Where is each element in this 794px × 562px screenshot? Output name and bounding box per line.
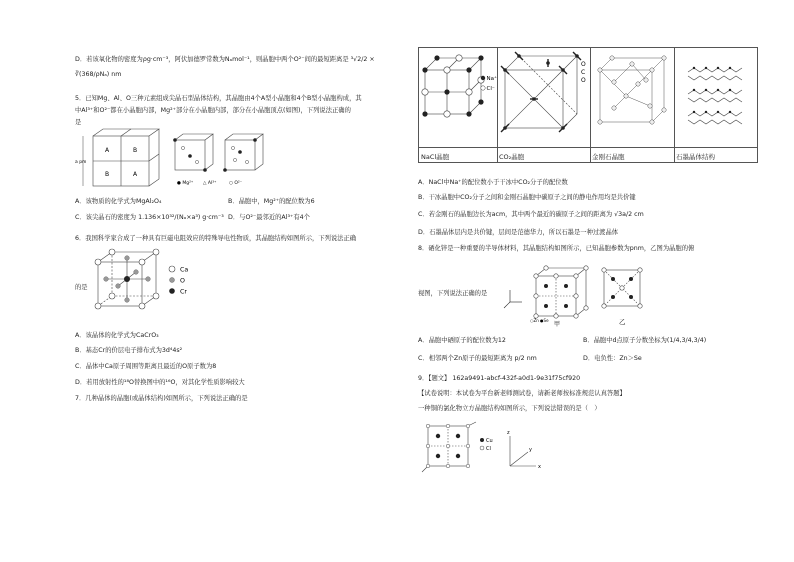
diamond-cell-figure [590, 48, 674, 146]
table-cell-nacl [419, 48, 498, 162]
q9-cucl-figure [418, 418, 568, 474]
q4-option-d-line1: D．若该氧化物的密度为ρg·cm⁻³，阿伏加德罗常数为Nₐmol⁻¹，则晶胞中两个O²⁻间的最短距离是 ³√2/2 × [75, 56, 375, 63]
q5-stem-line2: 中Al³⁺和O²⁻都在小晶胞内部，Mg²⁺部分在小晶胞内部，部分在小晶胞顶点(如图)，下列说法正确的 [75, 107, 351, 114]
nacl-cell-figure [419, 48, 497, 146]
q9-axis-z: z [507, 430, 510, 436]
q9-title: 9．【题文】 162a9491-abcf-432f-a0d1-9e31f75cf920 [418, 375, 581, 382]
q8-label-yi: 乙 [619, 318, 626, 326]
q5-legend-o: ○ O²⁻ [229, 181, 243, 186]
nacl-legend-cl: Cl⁻ [486, 86, 495, 92]
q9-legend-cl: Cl [486, 446, 491, 452]
co2-label-o-top: O [581, 61, 586, 68]
q8-option-b: B．晶胞中d点原子分数坐标为(1/4,3/4,3/4) [583, 337, 707, 344]
q6-stem-line2: 的是 [75, 284, 88, 291]
table-cell-co2 [497, 48, 591, 162]
q6-option-d: D．若用放射性的¹⁸O替换图中的¹⁶O，对其化学性质影响较大 [75, 379, 245, 386]
q8-option-c: C．相邻两个Zn原子的最短距离为 p/2 nm [418, 355, 537, 362]
q7-option-d: D．石墨晶体层内是共价键，层间是范德华力，所以石墨是一种过渡晶体 [418, 229, 619, 236]
caption-diamond: 金刚石晶胞 [590, 147, 674, 163]
q6-option-b: B．基态Cr的价层电子排布式为3d⁴4s² [75, 347, 183, 354]
nacl-legend-na: Na⁺ [486, 76, 497, 82]
caption-nacl: NaCl晶胞 [419, 147, 497, 163]
q5-option-d: D．与O²⁻最邻近的Al³⁺有4个 [228, 214, 310, 221]
q5-legend-mg: ● Mg²⁺ [177, 181, 194, 186]
co2-label-c: C [581, 69, 586, 76]
q8-znse-figure [500, 262, 650, 328]
q4-option-d-line2: ∛(368/ρNₐ) nm [75, 71, 122, 78]
q8-legend: ○Zn ●Se [530, 318, 549, 323]
q7-option-c: C．若金刚石的晶胞边长为acm，其中两个最近的碳原子之间的距离为 √3a/2 cm [418, 211, 644, 218]
q5-option-c: C．该尖晶石的密度为 1.136×10³²/(Nₐ×a³) g·cm⁻³ [75, 214, 224, 221]
graphite-structure-figure [674, 48, 757, 146]
q8-stem-line1: 8．硒化锌是一种重要的半导体材料，其晶胞结构如图所示，已知晶胞参数为pnm，乙图为晶胞的俯 [418, 245, 695, 252]
q7-option-b: B．干冰晶胞中CO₂分子之间和金刚石晶胞中碳原子之间的静电作用均是共价键 [418, 194, 636, 201]
q5-option-a: A．该物质的化学式为MgAl₂O₄ [75, 198, 162, 205]
q9-axis-y: y [529, 447, 532, 453]
q9-axis-x: x [538, 464, 541, 470]
q6-stem-line1: 6．我国科学家合成了一种具有巨磁电阻效应的特殊导电性物质，其晶胞结构如图所示，下列说法正确 [75, 235, 357, 242]
q5-stem-line3: 是 [75, 119, 82, 126]
q8-option-a: A．晶胞中硒原子的配位数为12 [418, 337, 506, 344]
q5-a-pm-label: a pm [75, 160, 87, 165]
q5-stem-line1: 5．已知Mg、Al、O三种元素组成尖晶石型晶体结构，其晶胞由4个A型小晶胞和4个B型小晶胞构成，其 [75, 95, 362, 102]
q5-cell-label-a: A [105, 147, 110, 154]
q8-stem-line2: 视图，下列说法正确的是 [418, 290, 488, 297]
caption-co2: CO₂晶胞 [497, 147, 590, 163]
q5-cell-label-b2: B [105, 171, 110, 178]
co2-cell-figure [497, 48, 590, 146]
q6-legend-o: O [180, 277, 185, 285]
q9-stem: 一种铜的氯化物立方晶胞结构如图所示，下列说法错误的是（ ） [418, 405, 601, 412]
q6-option-c: C．晶体中Ca原子周围等距离且最近的O原子数为8 [75, 363, 217, 370]
q6-legend-ca: Ca [180, 266, 189, 274]
q7-crystal-table [418, 47, 758, 163]
q5-option-b: B．晶胞中，Mg²⁺的配位数为6 [228, 198, 315, 205]
q7-stem: 7．几种晶体的晶胞(或晶体结构)如图所示，下列说法正确的是 [75, 395, 248, 402]
q6-option-a: A．该晶体的化学式为CaCrO₃ [75, 332, 159, 339]
q6-perovskite-figure [92, 248, 202, 318]
q8-option-d: D．电负性：Zn＞Se [583, 355, 642, 362]
q9-legend-cu: Cu [486, 438, 493, 444]
q5-cell-label-a2: A [133, 171, 138, 178]
caption-graphite: 石墨晶体结构 [674, 147, 757, 163]
q5-spinel-figure [75, 126, 275, 192]
co2-label-o-bottom: O [581, 77, 586, 84]
q7-option-a: A．NaCl中Na⁺的配位数小于干冰中CO₂分子的配位数 [418, 179, 568, 186]
table-cell-graphite [674, 48, 757, 162]
q9-note: 【试卷说明：本试卷为平台新老师测试卷，请新老师按标准规范认真答题】 [418, 390, 626, 397]
table-cell-diamond [590, 48, 675, 162]
q5-legend-al: △ Al³⁺ [203, 181, 217, 186]
q8-label-jia: 甲 [554, 321, 561, 328]
q6-legend-cr: Cr [180, 288, 187, 296]
q5-cell-label-b: B [133, 147, 138, 154]
